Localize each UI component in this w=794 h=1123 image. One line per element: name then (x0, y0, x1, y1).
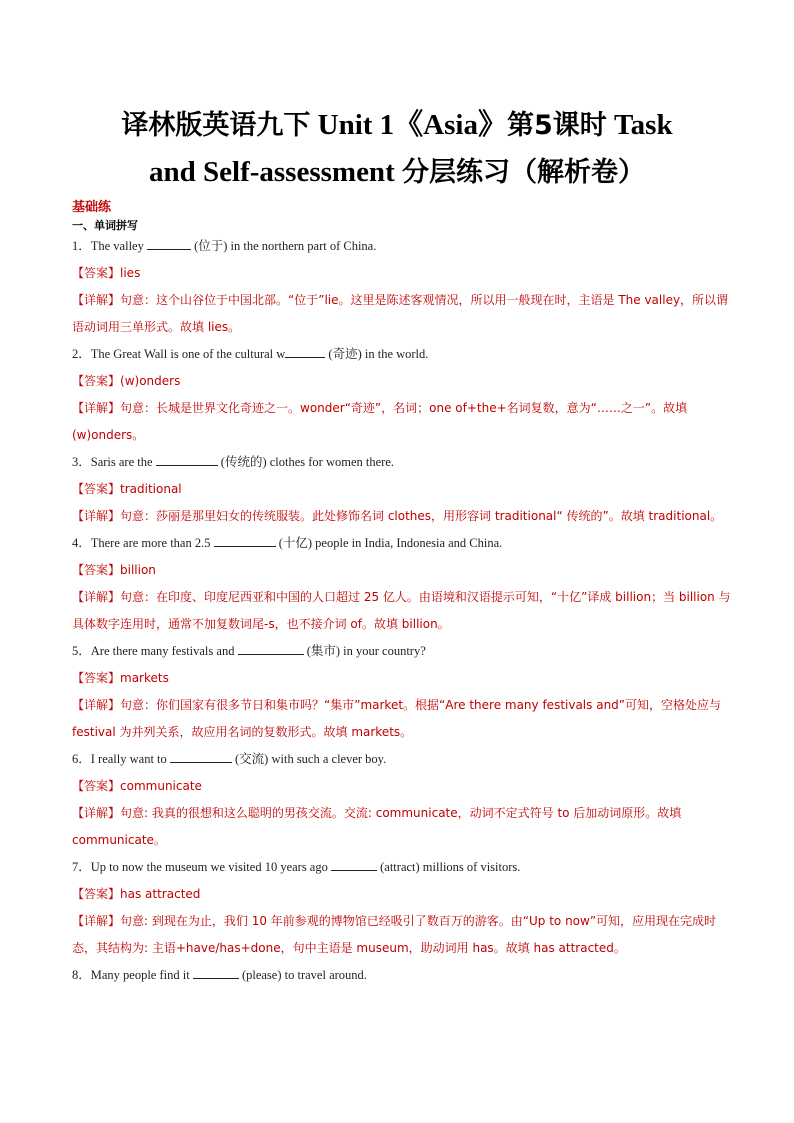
answer-blank (147, 238, 191, 250)
answer-tag: 【答案】 (72, 887, 121, 901)
explain-tag: 【详解】 (72, 293, 121, 307)
answer-blank (214, 535, 276, 547)
exercise-item (72, 341, 732, 449)
question-line (72, 746, 732, 773)
question-line (72, 638, 732, 665)
explanation-text: 句意: 到现在为止，我们 10 年前参观的博物馆已经吸引了数百万的游客。由“Up to now”可知，应用现在完成时态，其结构为: 主语+have/has+done，句中主语是 museum，助动词用 has。故填 has attracted。 (72, 914, 717, 955)
explanation-text: 句意: 我真的很想和这么聪明的男孩交流。交流: communicate，动词不定式符号 to 后加动词原形。故填 communicate。 (72, 806, 682, 847)
answer-text: billion (120, 563, 156, 577)
explain-tag: 【详解】 (72, 698, 121, 712)
exercise-item (72, 854, 732, 962)
question-line (72, 449, 732, 476)
subsection-heading: 一、单词拼写 (72, 219, 138, 232)
answer-blank (238, 643, 304, 655)
answer-tag: 【答案】 (72, 374, 121, 388)
answer-blank (170, 751, 232, 763)
title-line2-cn: 分层练习（解析卷） (401, 157, 645, 188)
exercise-item (72, 746, 732, 854)
answer-text: (w)onders (120, 374, 181, 388)
question-line (72, 530, 732, 557)
question-text: 4．There are more than 2.5 (72, 536, 214, 550)
exercise-item (72, 449, 732, 530)
explanation-text: 句意：莎丽是那里妇女的传统服装。此处修饰名词 clothes，用形容词 traditional“ 传统的”。故填 traditional。 (120, 509, 723, 523)
answer-text: lies (120, 266, 141, 280)
question-text: 3．Saris are the (72, 455, 156, 469)
exercise-item (72, 962, 732, 989)
answer-line (72, 665, 732, 692)
question-line (72, 341, 732, 368)
document-title-line2 (0, 150, 794, 189)
exercise-item (72, 638, 732, 746)
question-hint: (交流) with such a clever boy. (231, 752, 387, 766)
answer-blank (156, 454, 218, 466)
explain-tag: 【详解】 (72, 914, 121, 928)
question-hint: (集市) in your country? (303, 644, 426, 658)
answer-text: communicate (120, 779, 202, 793)
title-cn-part2: 第5课时 (506, 110, 607, 141)
explain-tag: 【详解】 (72, 401, 121, 415)
title-cn-part: 译林版英语九下 (121, 110, 311, 141)
explanation (72, 287, 732, 341)
title-en-part2: Task (606, 109, 673, 141)
answer-blank (193, 967, 239, 979)
explanation (72, 692, 732, 746)
explanation-text: 句意：你们国家有很多节日和集市吗？“集市”market。根据“Are there many festivals and”可知，空格处应与 festival 为并列关系，故应用名词的复数形式。故填 markets。 (72, 698, 722, 739)
question-hint: (十亿) people in India, Indonesia and China. (275, 536, 503, 550)
question-hint: (奇迹) in the world. (325, 347, 429, 361)
explanation-text: 句意：在印度、印度尼西亚和中国的人口超过 25 亿人。由语境和汉语提示可知，“十亿”译成 billion；当 billion 与具体数字连用时，通常不加复数词尾-s，也不接介词 of。故填 billion。 (72, 590, 731, 631)
exercise-item (72, 530, 732, 638)
explanation-text: 句意：长城是世界文化奇迹之一。wonder“奇迹”，名词；one of+the+名词复数，意为“……之一”。故填(w)onders。 (72, 401, 688, 442)
question-text: 2．The Great Wall is one of the cultural w (72, 347, 286, 361)
explanation (72, 584, 732, 638)
answer-line (72, 476, 732, 503)
exercise-item (72, 233, 732, 341)
answer-tag: 【答案】 (72, 563, 121, 577)
question-line (72, 854, 732, 881)
answer-tag: 【答案】 (72, 671, 121, 685)
answer-text: markets (120, 671, 169, 685)
explain-tag: 【详解】 (72, 806, 121, 820)
title-line2-en: and Self-assessment (149, 156, 402, 188)
explanation-text: 句意：这个山谷位于中国北部。“位于”lie。这里是陈述客观情况，所以用一般现在时，主语是 The valley，所以谓语动词用三单形式。故填 lies。 (72, 293, 729, 334)
answer-line (72, 881, 732, 908)
answer-line (72, 557, 732, 584)
answer-line (72, 260, 732, 287)
explanation (72, 908, 732, 962)
answer-line (72, 368, 732, 395)
document-title-line1 (0, 102, 794, 143)
explanation (72, 395, 732, 449)
question-hint: (传统的) clothes for women there. (217, 455, 394, 469)
answer-tag: 【答案】 (72, 482, 121, 496)
answer-text: has attracted (120, 887, 201, 901)
explanation (72, 800, 732, 854)
question-text: 8．Many people find it (72, 968, 193, 982)
question-hint: (attract) millions of visitors. (377, 860, 521, 874)
answer-line (72, 773, 732, 800)
exercise-list (72, 233, 732, 989)
answer-tag: 【答案】 (72, 779, 121, 793)
title-en-part: Unit 1《Asia》 (310, 109, 507, 141)
question-text: 6．I really want to (72, 752, 170, 766)
answer-blank (285, 346, 325, 358)
explain-tag: 【详解】 (72, 509, 121, 523)
question-text: 1．The valley (72, 239, 147, 253)
explanation (72, 503, 732, 530)
question-text: 5．Are there many festivals and (72, 644, 238, 658)
section-heading: 基础练 (72, 200, 112, 215)
answer-tag: 【答案】 (72, 266, 121, 280)
question-text: 7．Up to now the museum we visited 10 years ago (72, 860, 331, 874)
question-hint: (please) to travel around. (238, 968, 367, 982)
explain-tag: 【详解】 (72, 590, 121, 604)
answer-blank (331, 859, 377, 871)
question-hint: (位于) in the northern part of China. (190, 239, 377, 253)
question-line (72, 233, 732, 260)
answer-text: traditional (120, 482, 182, 496)
question-line (72, 962, 732, 989)
